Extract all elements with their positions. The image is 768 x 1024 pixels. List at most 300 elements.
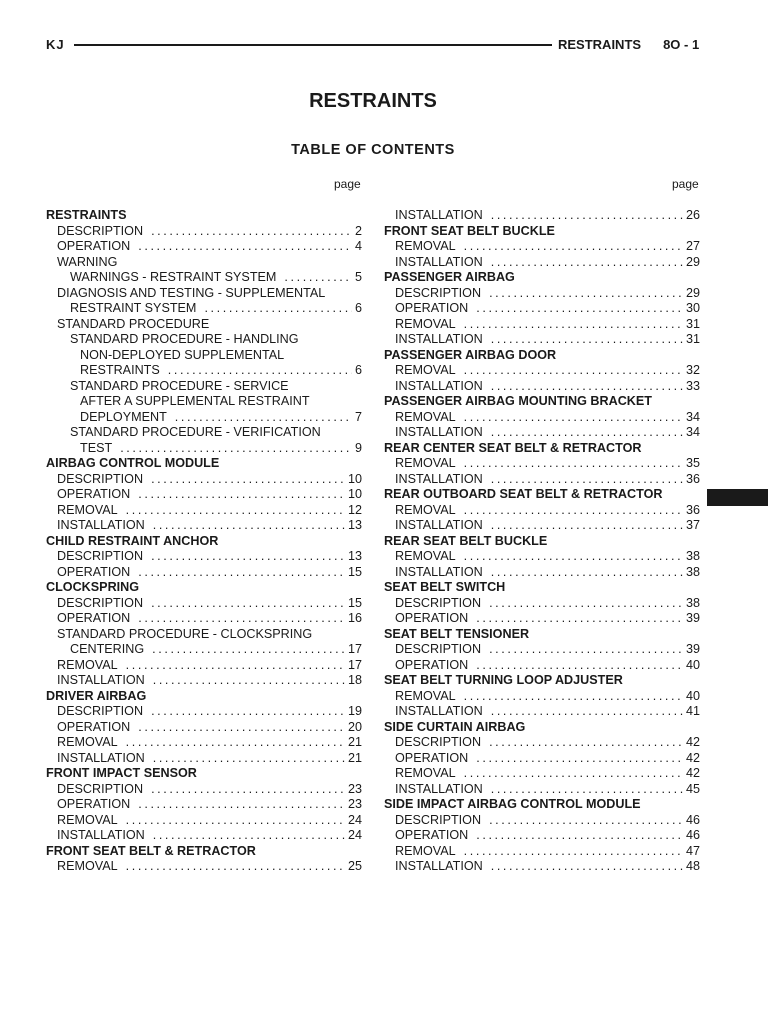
toc-entry[interactable] — [46, 828, 362, 844]
toc-page-number: 16 — [347, 611, 362, 625]
toc-page-number: 42 — [685, 735, 700, 749]
toc-page-number: 19 — [347, 704, 362, 718]
toc-entry[interactable] — [384, 425, 700, 441]
toc-entry[interactable] — [384, 844, 700, 860]
toc-entry-label: DESCRIPTION — [57, 595, 144, 610]
dot-leader — [464, 239, 683, 255]
toc-page-number: 29 — [685, 254, 700, 269]
toc-entry-label: FRONT IMPACT SENSOR — [46, 766, 197, 780]
toc-entry-label: OPERATION — [395, 611, 469, 625]
dot-leader — [204, 301, 352, 317]
toc-entry-label: REMOVAL — [57, 735, 118, 749]
dot-leader — [476, 751, 683, 767]
toc-entry[interactable] — [46, 611, 362, 627]
dot-leader — [476, 611, 683, 627]
toc-page-number: 13 — [347, 549, 362, 563]
toc-entry[interactable] — [46, 549, 362, 565]
toc-entry[interactable] — [46, 472, 362, 488]
toc-entry[interactable] — [384, 286, 700, 302]
toc-entry-label: STANDARD PROCEDURE - VERIFICATION — [70, 425, 321, 439]
toc-section-heading[interactable] — [384, 797, 700, 813]
dot-leader — [464, 844, 683, 860]
toc-entry[interactable] — [46, 301, 362, 317]
toc-entry[interactable] — [384, 766, 700, 782]
toc-entry-label: DESCRIPTION — [57, 223, 144, 238]
dot-leader — [284, 270, 352, 286]
toc-entry-label: INSTALLATION — [395, 564, 483, 579]
dot-leader — [489, 286, 683, 302]
dot-leader — [152, 642, 345, 658]
toc-page-number: 31 — [685, 316, 700, 331]
toc-entry[interactable] — [46, 813, 362, 829]
dot-leader — [126, 735, 345, 751]
toc-page-number: 42 — [685, 750, 700, 765]
toc-entry-label: DESCRIPTION — [57, 781, 144, 796]
toc-entry[interactable] — [384, 658, 700, 674]
toc-entry[interactable] — [46, 487, 362, 503]
dot-leader — [138, 239, 352, 255]
toc-entry[interactable] — [384, 611, 700, 627]
toc-entry[interactable] — [46, 363, 362, 379]
toc-entry[interactable] — [384, 735, 700, 751]
toc-entry-label: OPERATION — [57, 239, 131, 253]
toc-entry-label: DEPLOYMENT — [80, 409, 167, 424]
toc-entry-label: CLOCKSPRING — [46, 580, 140, 594]
toc-entry[interactable] — [46, 239, 362, 255]
toc-entry-label: DESCRIPTION — [57, 704, 144, 718]
toc-entry-label: STANDARD PROCEDURE - CLOCKSPRING — [57, 626, 313, 641]
dot-leader — [464, 456, 683, 472]
toc-entry[interactable] — [46, 735, 362, 751]
dot-leader — [489, 735, 683, 751]
toc-page-number: 46 — [685, 828, 700, 842]
toc-entry-label: DESCRIPTION — [395, 595, 482, 610]
toc-page-number: 5 — [354, 270, 362, 284]
dot-leader — [489, 596, 683, 612]
toc-entry-label: DESCRIPTION — [57, 471, 144, 486]
toc-page-number: 30 — [685, 301, 700, 315]
section-tab-marker — [707, 489, 768, 506]
toc-entry-label: REMOVAL — [395, 239, 456, 253]
dot-leader — [491, 859, 683, 875]
toc-page-number: 7 — [354, 409, 362, 424]
toc-entry-label: INSTALLATION — [57, 673, 145, 687]
dot-leader — [151, 704, 345, 720]
toc-page-number: 41 — [685, 704, 700, 718]
toc-entry[interactable] — [46, 270, 362, 286]
toc-entry[interactable] — [46, 751, 362, 767]
toc-entry[interactable] — [384, 549, 700, 565]
dot-leader — [464, 503, 683, 519]
dot-leader — [491, 565, 683, 581]
toc-entry[interactable] — [384, 813, 700, 829]
toc-entry[interactable] — [46, 642, 362, 658]
toc-section-heading[interactable] — [384, 534, 700, 550]
dot-leader — [126, 658, 345, 674]
toc-page-number: 15 — [347, 564, 362, 579]
toc-entry[interactable] — [46, 425, 362, 441]
toc-page-number: 36 — [685, 471, 700, 486]
toc-entry[interactable] — [46, 797, 362, 813]
toc-entry-label: STANDARD PROCEDURE - HANDLING — [70, 332, 299, 346]
dot-leader — [464, 689, 683, 705]
header-model-code: KJ — [46, 37, 65, 52]
toc-entry[interactable] — [46, 255, 362, 271]
toc-entry[interactable] — [46, 317, 362, 333]
toc-entry-label: OPERATION — [57, 611, 131, 625]
left-column-page-label: page — [334, 177, 361, 191]
toc-entry-label: INSTALLATION — [395, 332, 483, 346]
toc-entry-label: STANDARD PROCEDURE - SERVICE — [70, 378, 289, 393]
dot-leader — [151, 224, 352, 240]
toc-entry[interactable] — [384, 332, 700, 348]
dot-leader — [138, 797, 345, 813]
toc-page-number: 33 — [685, 378, 700, 393]
dot-leader — [489, 642, 683, 658]
toc-section-heading[interactable] — [46, 580, 362, 596]
toc-left-column — [46, 208, 362, 875]
toc-page-number: 46 — [685, 812, 700, 827]
dot-leader — [153, 518, 345, 534]
dot-leader — [464, 766, 683, 782]
toc-entry-label: INSTALLATION — [395, 471, 483, 486]
dot-leader — [476, 658, 683, 674]
toc-entry-label: PASSENGER AIRBAG DOOR — [384, 347, 557, 362]
toc-page-number: 6 — [354, 301, 362, 315]
toc-entry[interactable] — [384, 379, 700, 395]
toc-entry-label: REMOVAL — [395, 843, 456, 858]
toc-entry-label: REMOVAL — [395, 409, 456, 424]
toc-entry-label: DESCRIPTION — [57, 549, 144, 563]
toc-page-number: 17 — [347, 642, 362, 656]
toc-entry-label: WARNINGS - RESTRAINT SYSTEM — [70, 270, 277, 284]
toc-entry-label: INSTALLATION — [395, 378, 483, 393]
dot-leader — [126, 503, 345, 519]
header-rule — [74, 44, 552, 46]
toc-section-heading[interactable] — [384, 394, 700, 410]
toc-entry-label: RESTRAINT SYSTEM — [70, 301, 197, 315]
toc-entry[interactable] — [384, 828, 700, 844]
toc-entry-label: SEAT BELT SWITCH — [384, 580, 506, 594]
toc-entry-label: REMOVAL — [57, 657, 118, 672]
toc-entry-label: REAR SEAT BELT BUCKLE — [384, 533, 548, 548]
toc-page-number: 25 — [347, 859, 362, 873]
dot-leader — [491, 472, 683, 488]
toc-entry[interactable] — [384, 596, 700, 612]
toc-entry-label: REMOVAL — [395, 502, 456, 517]
toc-section-heading[interactable] — [46, 456, 362, 472]
toc-entry-label: REAR OUTBOARD SEAT BELT & RETRACTOR — [384, 487, 663, 501]
toc-page-number: 36 — [685, 502, 700, 517]
toc-page-number: 31 — [685, 332, 700, 346]
toc-entry[interactable] — [384, 518, 700, 534]
toc-entry-label: STANDARD PROCEDURE — [57, 316, 210, 331]
toc-page-number: 38 — [685, 595, 700, 610]
toc-entry-label: DESCRIPTION — [395, 285, 482, 300]
dot-leader — [491, 332, 683, 348]
toc-page-number: 45 — [685, 781, 700, 796]
toc-entry-label: DESCRIPTION — [395, 642, 482, 656]
toc-section-heading[interactable] — [46, 689, 362, 705]
toc-entry-label: DESCRIPTION — [395, 812, 482, 827]
toc-entry-label: FRONT SEAT BELT & RETRACTOR — [46, 843, 256, 858]
toc-page-number: 42 — [685, 766, 700, 780]
toc-entry[interactable] — [384, 751, 700, 767]
toc-page-number: 39 — [685, 611, 700, 625]
toc-entry[interactable] — [384, 317, 700, 333]
dot-leader — [153, 751, 345, 767]
dot-leader — [168, 363, 352, 379]
dot-leader — [151, 549, 345, 565]
toc-entry[interactable] — [46, 782, 362, 798]
toc-entry-label: OPERATION — [57, 487, 131, 501]
header-section-name: RESTRAINTS — [558, 37, 642, 52]
toc-section-heading[interactable] — [46, 208, 362, 224]
dot-leader — [464, 317, 683, 333]
toc-entry-label: REMOVAL — [395, 363, 456, 377]
dot-leader — [151, 472, 345, 488]
toc-entry[interactable] — [46, 704, 362, 720]
toc-entry[interactable] — [46, 410, 362, 426]
toc-page-number: 24 — [347, 828, 362, 842]
toc-entry-label: DRIVER AIRBAG — [46, 688, 147, 703]
toc-page-number: 21 — [347, 735, 362, 749]
dot-leader — [138, 565, 345, 581]
toc-entry-label: INSTALLATION — [395, 781, 483, 796]
toc-entry-label: INSTALLATION — [395, 208, 483, 222]
toc-page-number: 38 — [685, 564, 700, 579]
toc-entry-label: INSTALLATION — [57, 750, 145, 765]
toc-entry[interactable] — [384, 704, 700, 720]
toc-entry[interactable] — [46, 394, 362, 410]
toc-entry[interactable] — [384, 410, 700, 426]
toc-entry[interactable] — [46, 596, 362, 612]
dot-leader — [153, 828, 345, 844]
toc-entry-label: OPERATION — [57, 797, 131, 811]
toc-entry[interactable] — [46, 658, 362, 674]
toc-entry-label: DIAGNOSIS AND TESTING - SUPPLEMENTAL — [57, 285, 326, 300]
toc-entry-label: CENTERING — [70, 642, 145, 656]
toc-section-heading[interactable] — [384, 348, 700, 364]
toc-page-number: 13 — [347, 518, 362, 532]
toc-entry[interactable] — [384, 472, 700, 488]
toc-entry[interactable] — [384, 689, 700, 705]
dot-leader — [491, 379, 683, 395]
toc-entry[interactable] — [384, 642, 700, 658]
toc-entry-label: RESTRAINTS — [80, 363, 160, 377]
header-right — [558, 37, 699, 52]
toc-page-number: 29 — [685, 285, 700, 300]
dot-leader — [464, 363, 683, 379]
dot-leader — [126, 859, 345, 875]
dot-leader — [151, 596, 345, 612]
toc-page-number: 23 — [347, 797, 362, 811]
toc-page-number: 10 — [347, 471, 362, 486]
toc-page-number: 34 — [685, 409, 700, 424]
toc-entry-label: SEAT BELT TURNING LOOP ADJUSTER — [384, 673, 623, 687]
toc-section-heading[interactable] — [384, 441, 700, 457]
toc-entry[interactable] — [384, 255, 700, 271]
toc-entry-label: INSTALLATION — [395, 254, 483, 269]
toc-page-number: 9 — [354, 440, 362, 455]
toc-entry[interactable] — [384, 301, 700, 317]
toc-page-number: 35 — [685, 456, 700, 470]
toc-entry[interactable] — [46, 518, 362, 534]
toc-page-number: 2 — [354, 223, 362, 238]
toc-entry-label: REMOVAL — [57, 502, 118, 517]
toc-page-number: 4 — [354, 239, 362, 253]
toc-section-heading[interactable] — [384, 720, 700, 736]
page-title: RESTRAINTS — [309, 90, 437, 112]
dot-leader — [153, 673, 345, 689]
toc-page-number: 32 — [685, 363, 700, 377]
toc-entry-label: PASSENGER AIRBAG — [384, 270, 515, 284]
toc-entry[interactable] — [46, 503, 362, 519]
toc-page-number: 40 — [685, 688, 700, 703]
toc-entry-label: INSTALLATION — [395, 859, 483, 873]
toc-section-heading[interactable] — [46, 844, 362, 860]
toc-entry-label: CHILD RESTRAINT ANCHOR — [46, 533, 219, 548]
toc-entry[interactable] — [46, 379, 362, 395]
right-column-page-label: page — [672, 177, 699, 191]
toc-entry-label: OPERATION — [57, 719, 131, 734]
toc-entry-label: TEST — [80, 440, 113, 455]
toc-section-heading[interactable] — [384, 224, 700, 240]
toc-section-heading[interactable] — [384, 673, 700, 689]
toc-page-number: 26 — [685, 208, 700, 222]
toc-entry-label: SIDE CURTAIN AIRBAG — [384, 719, 526, 734]
toc-entry-label: REMOVAL — [395, 456, 456, 470]
dot-leader — [464, 410, 683, 426]
toc-entry[interactable] — [384, 208, 700, 224]
toc-page-number: 15 — [347, 595, 362, 610]
dot-leader — [476, 828, 683, 844]
toc-entry-label: PASSENGER AIRBAG MOUNTING BRACKET — [384, 394, 652, 408]
toc-entry[interactable] — [46, 332, 362, 348]
toc-entry[interactable] — [46, 441, 362, 457]
toc-entry-label: INSTALLATION — [395, 425, 483, 439]
toc-entry[interactable] — [384, 503, 700, 519]
toc-section-heading[interactable] — [46, 766, 362, 782]
toc-entry-label: SEAT BELT TENSIONER — [384, 626, 530, 641]
toc-page-number: 34 — [685, 425, 700, 439]
toc-entry-label: INSTALLATION — [395, 518, 483, 532]
dot-leader — [491, 518, 683, 534]
dot-leader — [489, 813, 683, 829]
toc-page-number: 27 — [685, 239, 700, 253]
toc-entry[interactable] — [384, 782, 700, 798]
toc-entry[interactable] — [384, 456, 700, 472]
toc-entry-label: AFTER A SUPPLEMENTAL RESTRAINT — [80, 394, 310, 408]
dot-leader — [491, 425, 683, 441]
toc-entry-label: DESCRIPTION — [395, 735, 482, 749]
toc-page-number: 21 — [347, 750, 362, 765]
toc-entry-label: FRONT SEAT BELT BUCKLE — [384, 223, 555, 238]
toc-entry-label: NON-DEPLOYED SUPPLEMENTAL — [80, 347, 285, 362]
toc-entry[interactable] — [384, 565, 700, 581]
dot-leader — [464, 549, 683, 565]
toc-entry-label: SIDE IMPACT AIRBAG CONTROL MODULE — [384, 797, 641, 811]
toc-page-number: 23 — [347, 781, 362, 796]
dot-leader — [175, 410, 352, 426]
dot-leader — [138, 720, 345, 736]
toc-entry[interactable] — [46, 673, 362, 689]
toc-page-number: 18 — [347, 673, 362, 687]
toc-entry-label: INSTALLATION — [395, 704, 483, 718]
toc-entry[interactable] — [384, 239, 700, 255]
toc-page-number: 37 — [685, 518, 700, 532]
toc-entry-label: OPERATION — [395, 657, 469, 672]
toc-entry[interactable] — [46, 348, 362, 364]
toc-entry-label: REAR CENTER SEAT BELT & RETRACTOR — [384, 440, 642, 455]
toc-right-column — [384, 208, 700, 875]
dot-leader — [126, 813, 345, 829]
dot-leader — [491, 255, 683, 271]
toc-entry-label: AIRBAG CONTROL MODULE — [46, 456, 220, 470]
toc-entry-label: INSTALLATION — [57, 518, 145, 532]
toc-entry[interactable] — [46, 627, 362, 643]
toc-entry[interactable] — [46, 859, 362, 875]
toc-entry-label: OPERATION — [395, 750, 469, 765]
toc-page-number: 12 — [347, 502, 362, 517]
dot-leader — [491, 704, 683, 720]
toc-page-number: 48 — [685, 859, 700, 873]
toc-page-number: 6 — [354, 363, 362, 377]
toc-page-number: 20 — [347, 719, 362, 734]
toc-entry[interactable] — [384, 363, 700, 379]
toc-entry-label: REMOVAL — [57, 859, 118, 873]
toc-entry[interactable] — [46, 224, 362, 240]
toc-entry[interactable] — [46, 720, 362, 736]
toc-entry[interactable] — [46, 286, 362, 302]
toc-page-number: 24 — [347, 812, 362, 827]
toc-entry-label: REMOVAL — [395, 549, 456, 563]
toc-section-heading[interactable] — [384, 580, 700, 596]
toc-page-number: 17 — [347, 657, 362, 672]
toc-entry-label: RESTRAINTS — [46, 208, 127, 222]
toc-entry-label: REMOVAL — [395, 766, 456, 780]
dot-leader — [151, 782, 345, 798]
toc-entry-label: REMOVAL — [395, 688, 456, 703]
header-page-number: 8O - 1 — [663, 37, 700, 52]
toc-entry[interactable] — [46, 565, 362, 581]
dot-leader — [120, 441, 352, 457]
dot-leader — [491, 208, 683, 224]
toc-entry-label: REMOVAL — [57, 812, 118, 827]
toc-page-number: 10 — [347, 487, 362, 501]
toc-entry-label: INSTALLATION — [57, 828, 145, 842]
dot-leader — [491, 782, 683, 798]
toc-page-number: 38 — [685, 549, 700, 563]
dot-leader — [138, 611, 345, 627]
toc-entry-label: REMOVAL — [395, 316, 456, 331]
dot-leader — [476, 301, 683, 317]
toc-section-heading[interactable] — [384, 487, 700, 503]
toc-section-heading[interactable] — [384, 270, 700, 286]
toc-page-number: 47 — [685, 843, 700, 858]
toc-page-number: 39 — [685, 642, 700, 656]
dot-leader — [138, 487, 345, 503]
toc-entry-label: OPERATION — [57, 564, 131, 579]
toc-entry-label: OPERATION — [395, 301, 469, 315]
toc-entry[interactable] — [384, 859, 700, 875]
toc-entry-label: WARNING — [57, 254, 118, 269]
toc-page-number: 40 — [685, 657, 700, 672]
toc-section-heading[interactable] — [46, 534, 362, 550]
toc-section-heading[interactable] — [384, 627, 700, 643]
toc-heading: TABLE OF CONTENTS — [291, 142, 455, 158]
toc-entry-label: OPERATION — [395, 828, 469, 842]
